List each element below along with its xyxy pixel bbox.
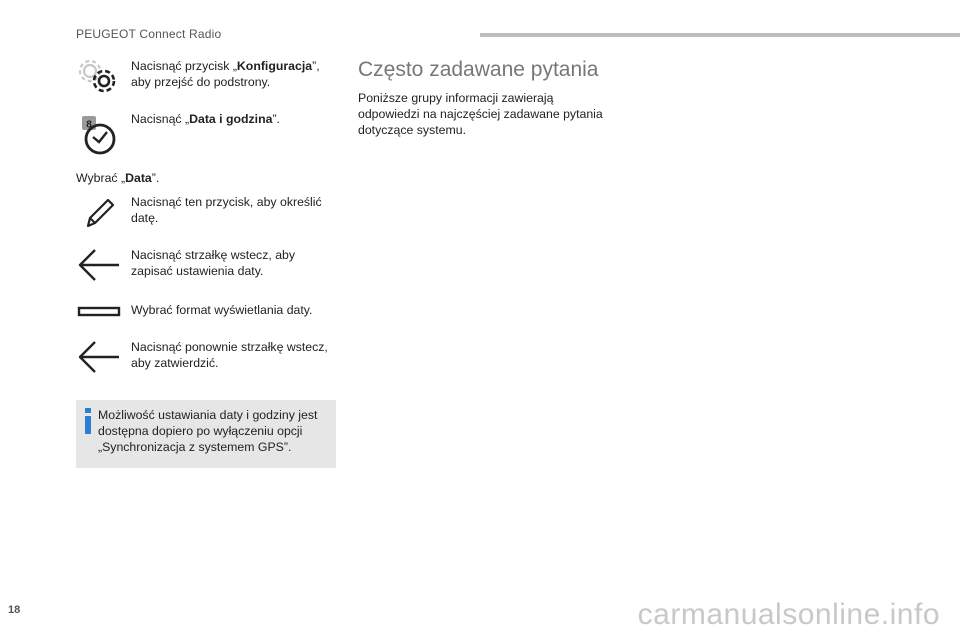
step-choose-date	[76, 170, 276, 186]
watermark: carmanualsonline.info	[637, 598, 940, 631]
format-bar-icon	[77, 306, 121, 318]
step-choose-pre: Wybrać „	[76, 171, 126, 185]
faq-body: Poniższe grupy informacji zawierają odpowiedzi na najczęściej zadawane pytania dotyczące systemu.	[358, 91, 603, 137]
step-pencil: Nacisnąć ten przycisk, aby określić datę.	[131, 195, 322, 225]
step-datetime-pre: Nacisnąć „	[131, 112, 190, 126]
step-back-save: Nacisnąć strzałkę wstecz, aby zapisać ustawienia daty.	[131, 248, 296, 278]
step-config-post: ”, aby przejść do podstrony.	[131, 59, 320, 89]
step-config-pre: Nacisnąć przycisk „	[131, 59, 237, 73]
page-number: 18	[8, 604, 21, 616]
gear-icon	[76, 57, 122, 97]
back-arrow-icon	[77, 247, 121, 283]
step-choose-bold: Data	[125, 171, 152, 185]
step-config	[131, 58, 331, 90]
header-bar	[480, 33, 960, 37]
step-datetime-post: ”.	[272, 112, 280, 126]
step-back-confirm: Nacisnąć ponownie strzałkę wstecz, aby zatwierdzić.	[131, 340, 328, 370]
header-title: PEUGEOT Connect Radio	[76, 27, 222, 41]
info-note-text: Możliwość ustawiania daty i godziny jest dostępna dopiero po wyłączeniu opcji „Synchronizacja z systemem GPS”.	[98, 408, 318, 454]
info-note	[76, 400, 336, 468]
clock-badge-number: 8	[86, 119, 92, 131]
info-icon	[83, 408, 93, 434]
step-config-bold: Konfiguracja	[236, 59, 313, 73]
step-datetime-bold: Data i godzina	[189, 112, 273, 126]
step-choose-post: ”.	[151, 171, 160, 185]
step-datetime	[131, 111, 331, 127]
faq-title: Często zadawane pytania	[358, 58, 599, 81]
pencil-icon	[84, 196, 116, 230]
step-format: Wybrać format wyświetlania daty.	[131, 303, 313, 317]
back-arrow-icon	[77, 339, 121, 375]
clock-icon	[80, 114, 116, 156]
